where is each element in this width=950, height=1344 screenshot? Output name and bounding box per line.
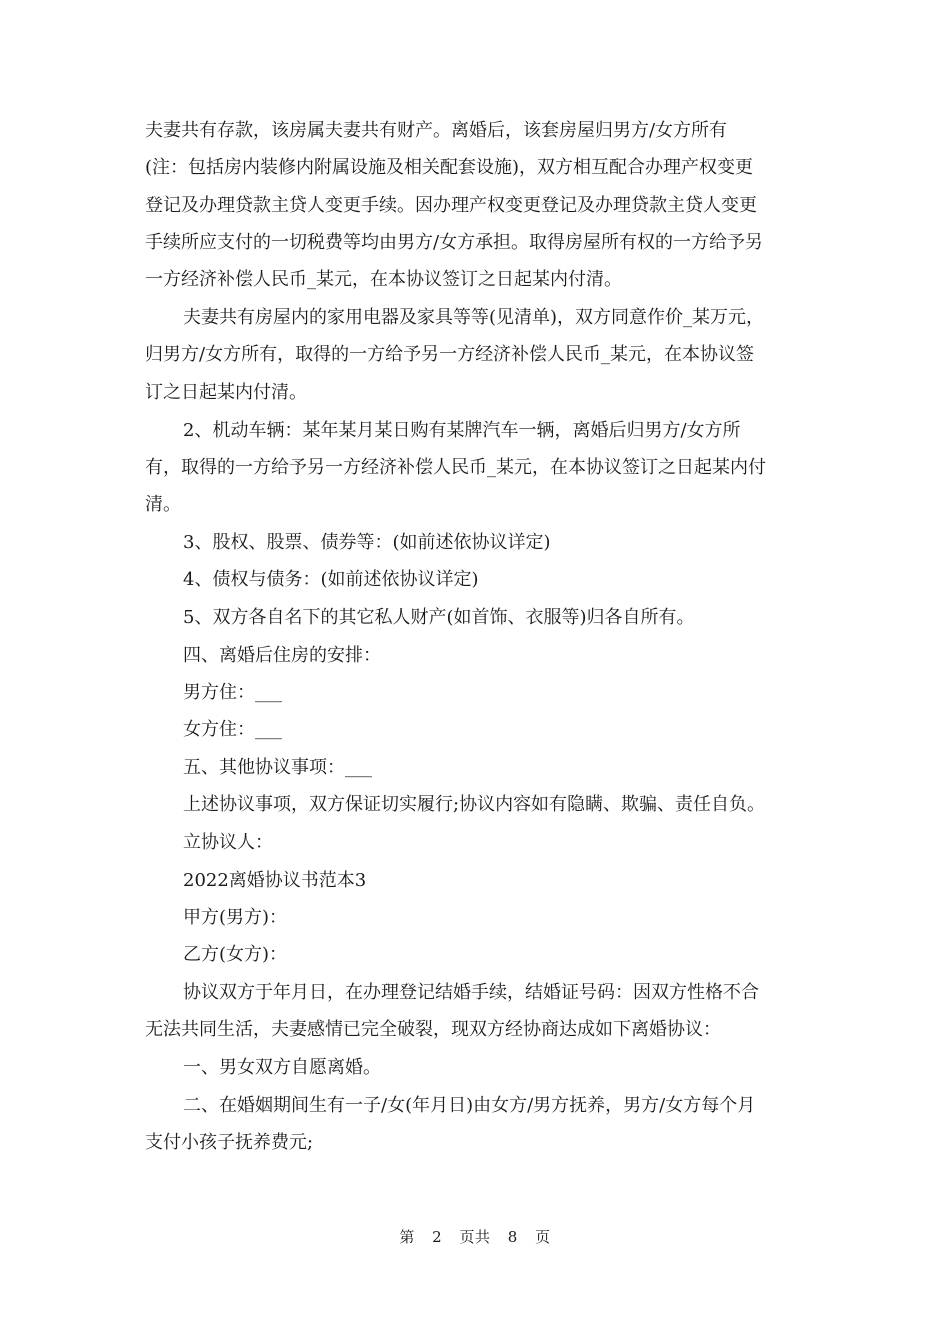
- footer-suffix: 页: [535, 1228, 551, 1246]
- document-subtitle: 2022离婚协议书范本3: [183, 870, 367, 891]
- party-label: 乙方(女方)：: [183, 944, 288, 965]
- section-heading: 四、离婚后住房的安排：: [183, 645, 381, 666]
- paragraph-line: 上述协议事项，双方保证切实履行;协议内容如有隐瞒、欺骗、责任自负。: [183, 794, 766, 815]
- list-item: 3、股权、股票、债券等：(如前述依协议详定): [183, 532, 551, 553]
- paragraph-line: 清。: [145, 494, 181, 515]
- paragraph-line: 有，取得的一方给予另一方经济补偿人民币_某元，在本协议签订之日起某内付: [145, 457, 766, 478]
- paragraph-line: 一方经济补偿人民币_某元，在本协议签订之日起某内付清。: [145, 269, 622, 290]
- paragraph-line: 2、机动车辆：某年某月某日购有某牌汽车一辆，离婚后归男方/女方所: [183, 420, 741, 441]
- total-page-count: 8: [507, 1228, 518, 1246]
- party-label: 甲方(男方)：: [183, 907, 288, 928]
- signature-label: 立协议人：: [183, 832, 273, 853]
- paragraph-line: 协议双方于年月日，在办理登记结婚手续，结婚证号码：因双方性格不合: [183, 982, 759, 1003]
- section-heading: 五、其他协议事项：___: [183, 757, 372, 778]
- clause-line: 二、在婚姻期间生有一子/女(年月日)由女方/男方抚养，男方/女方每个月: [183, 1095, 756, 1116]
- paragraph-line: (注：包括房内装修内附属设施及相关配套设施)，双方相互配合办理产权变更: [145, 157, 754, 178]
- current-page-number: 2: [432, 1228, 443, 1246]
- paragraph-line: 夫妻共有存款，该房属夫妻共有财产。离婚后，该套房屋归男方/女方所有: [145, 120, 728, 141]
- paragraph-line: 订之日起某内付清。: [145, 382, 307, 403]
- page-number-footer: [0, 1226, 950, 1248]
- paragraph-line: 归男方/女方所有，取得的一方给予另一方经济补偿人民币_某元，在本协议签: [145, 344, 755, 365]
- paragraph-line: 登记及办理贷款主贷人变更手续。因办理产权变更登记及办理贷款主贷人变更: [145, 195, 757, 216]
- list-item: 5、双方各自名下的其它私人财产(如首饰、衣服等)归各自所有。: [183, 607, 695, 628]
- paragraph-line: 支付小孩子抚养费元;: [145, 1132, 314, 1153]
- list-item: 4、债权与债务：(如前述依协议详定): [183, 569, 479, 590]
- paragraph-line: 手续所应支付的一切税费等均由男方/女方承担。取得房屋所有权的一方给予另: [145, 232, 764, 253]
- paragraph-line: 无法共同生活，夫妻感情已完全破裂，现双方经协商达成如下离婚协议：: [145, 1019, 721, 1040]
- form-field-line: 男方住：___: [183, 682, 282, 703]
- paragraph-line: 夫妻共有房屋内的家用电器及家具等等(见清单)，双方同意作价_某万元，: [183, 307, 765, 328]
- form-field-line: 女方住：___: [183, 719, 282, 740]
- footer-middle: 页共: [459, 1228, 491, 1246]
- footer-prefix: 第: [399, 1228, 415, 1246]
- clause-line: 一、男女双方自愿离婚。: [183, 1057, 381, 1078]
